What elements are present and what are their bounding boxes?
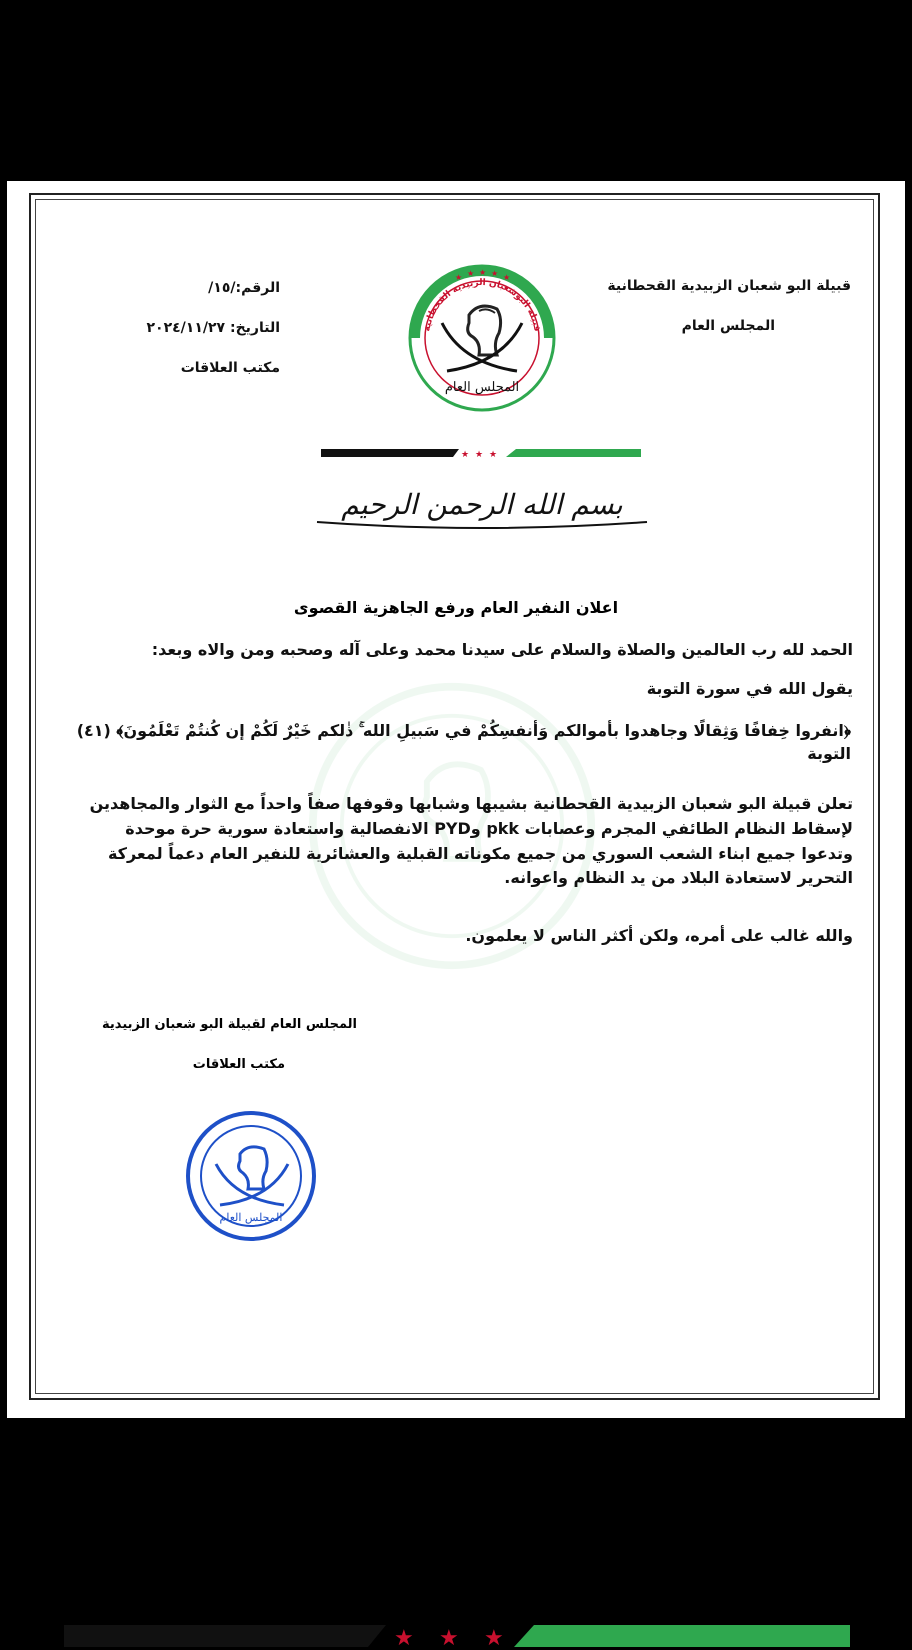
svg-text:بسم الله الرحمن الرحيم: بسم الله الرحمن الرحيم — [341, 488, 623, 521]
signature-office: مكتب العلاقات — [192, 1057, 285, 1072]
svg-text:★: ★ — [439, 1626, 459, 1650]
svg-text:★: ★ — [489, 450, 498, 460]
tribe-logo — [407, 263, 557, 413]
verse-line-1: ﴿انفروا خِفافًا وَثِقالًا وجاهدوا بأموالكم وَأنفسِكُمْ في سَبيلِ الله ۚ ذٰلكم خَيْرٌ لَكُمْ إن كُنتُمْ تَعْلَمُونَ﴾ (٤١) — [76, 721, 851, 740]
flag-bar-bottom — [64, 1622, 850, 1650]
flag-bar-top — [321, 447, 641, 461]
letter-date: التاريخ: ٢٠٢٤/١١/٢٧ — [146, 320, 280, 336]
svg-text:قبيلة البوشعبان الزبيدية القحط: قبيلة البوشعبان الزبيدية القحطانية — [422, 277, 542, 333]
svg-text:★: ★ — [461, 450, 470, 460]
svg-text:★: ★ — [491, 269, 499, 278]
quran-verse — [77, 719, 851, 765]
document-title: اعلان النفير العام ورفع الجاهزية القصوى — [293, 598, 619, 617]
announcement-line: التحرير لاستعادة البلاد من يد النظام واعوانه. — [504, 868, 853, 888]
announcement-line: تعلن قبيلة البو شعبان الزبيدية القحطانية بشيبها وشبابها وقوفها صفاً واحداً مع الثوار والمجاهدين — [89, 794, 853, 813]
verse-line-2: التوبة — [807, 744, 851, 764]
council-name: المجلس العام — [681, 318, 775, 334]
svg-text:★: ★ — [475, 450, 484, 460]
closing-line: والله غالب على أمره، ولكن أكثر الناس لا يعلمون. — [465, 926, 853, 945]
announcement-line: لإسقاط النظام الطائفي المجرم وعصابات pkk وPYD الانفصالية واستعادة سورية حرة موحدة — [125, 818, 853, 838]
reference-number: الرقم:/١٥/ — [208, 280, 280, 296]
svg-text:★: ★ — [503, 273, 511, 282]
svg-text:★: ★ — [467, 269, 475, 278]
svg-text:★: ★ — [455, 273, 463, 282]
svg-text:★: ★ — [394, 1626, 414, 1650]
announcement-line: وتدعوا جميع ابناء الشعب السوري من جميع مكوناته القبلية والعشائرية للنفير العام دعماً لمعركة — [107, 843, 853, 863]
announcement-paragraph — [90, 792, 853, 891]
svg-text:المجلس العام: المجلس العام — [219, 1211, 283, 1224]
office-name: مكتب العلاقات — [180, 360, 280, 376]
svg-text:★: ★ — [484, 1626, 504, 1650]
svg-text:★: ★ — [479, 268, 487, 277]
official-stamp — [184, 1109, 319, 1244]
praise-line: الحمد لله رب العالمين والصلاة والسلام على سيدنا محمد وعلى آله وصحبه ومن والاه وبعد: — [151, 640, 853, 659]
svg-text:المجلس العام: المجلس العام — [444, 380, 520, 395]
quran-intro: يقول الله في سورة التوبة — [646, 679, 853, 698]
tribe-name: قبيلة البو شعبان الزبيدية القحطانية — [607, 278, 851, 294]
signature-council: المجلس العام لقبيلة البو شعبان الزبيدية — [102, 1017, 357, 1032]
bismillah-calligraphy — [297, 476, 667, 536]
letter-page — [7, 181, 905, 1650]
